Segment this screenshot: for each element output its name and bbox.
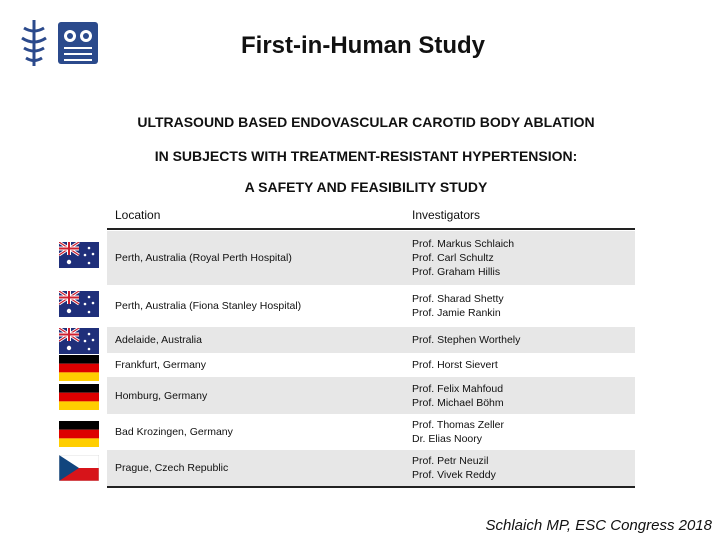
table-bottom-rule — [107, 486, 635, 488]
investigator-name: Prof. Stephen Worthely — [412, 334, 521, 346]
investigator-name: Prof. Markus Schlaich — [412, 238, 515, 250]
investigator-name: Prof. Carl Schultz — [412, 252, 494, 264]
investigator-name: Prof. Petr Neuzil — [412, 455, 489, 467]
location-cell: Perth, Australia (Royal Perth Hospital) — [115, 252, 292, 264]
investigators-cell — [412, 358, 498, 372]
investigator-name: Prof. Jamie Rankin — [412, 306, 501, 319]
czech-flag-icon — [59, 455, 99, 481]
investigator-name: Prof. Graham Hillis — [412, 266, 501, 278]
australia-flag-icon — [59, 291, 99, 317]
germany-flag-icon — [59, 384, 99, 410]
investigators-cell — [412, 418, 504, 446]
investigators-cell — [412, 454, 496, 482]
header-investigators: Investigators — [412, 208, 481, 222]
australia-flag-icon — [59, 242, 99, 268]
investigator-name: Dr. Elias Noory — [412, 433, 483, 445]
table-row — [107, 450, 635, 486]
investigator-name: Prof. Horst Sievert — [412, 359, 498, 371]
investigator-name: Prof. Michael Böhm — [412, 396, 504, 409]
study-title-line-3: A SAFETY AND FEASIBILITY STUDY — [244, 179, 488, 195]
investigator-name: Prof. Vivek Reddy — [412, 469, 496, 481]
header-location: Location — [115, 208, 161, 222]
location-cell: Frankfurt, Germany — [115, 359, 207, 371]
study-title-line-1: ULTRASOUND BASED ENDOVASCULAR CAROTID BODY ABLATION — [137, 114, 595, 130]
investigator-name: Prof. Felix Mahfoud — [412, 382, 504, 395]
location-cell: Perth, Australia (Fiona Stanley Hospital) — [115, 299, 302, 312]
table-row — [107, 231, 635, 285]
table-header-row — [107, 205, 635, 230]
investigator-name: Prof. Thomas Zeller — [412, 419, 505, 431]
study-title-line-2: IN SUBJECTS WITH TREATMENT-RESISTANT HYPERTENSION: — [154, 148, 578, 164]
investigators-cell — [412, 333, 520, 347]
investigators-cell — [412, 382, 504, 410]
citation: Schlaich MP, ESC Congress 2018 — [485, 517, 712, 534]
table-row — [107, 353, 635, 377]
germany-flag-icon — [59, 421, 99, 447]
germany-flag-icon — [59, 355, 99, 381]
table-row — [107, 285, 635, 326]
location-cell: Homburg, Germany — [115, 389, 208, 402]
location-cell: Adelaide, Australia — [115, 334, 202, 346]
location-cell: Bad Krozingen, Germany — [115, 426, 233, 438]
table-row — [107, 327, 635, 353]
table-row — [107, 414, 635, 450]
investigators-cell — [412, 292, 504, 320]
australia-flag-icon — [59, 328, 99, 354]
slide-title: First-in-Human Study — [241, 32, 485, 59]
investigators-cell — [412, 237, 514, 279]
location-cell: Prague, Czech Republic — [115, 462, 229, 474]
table-row — [107, 377, 635, 414]
investigator-name: Prof. Sharad Shetty — [412, 292, 504, 305]
